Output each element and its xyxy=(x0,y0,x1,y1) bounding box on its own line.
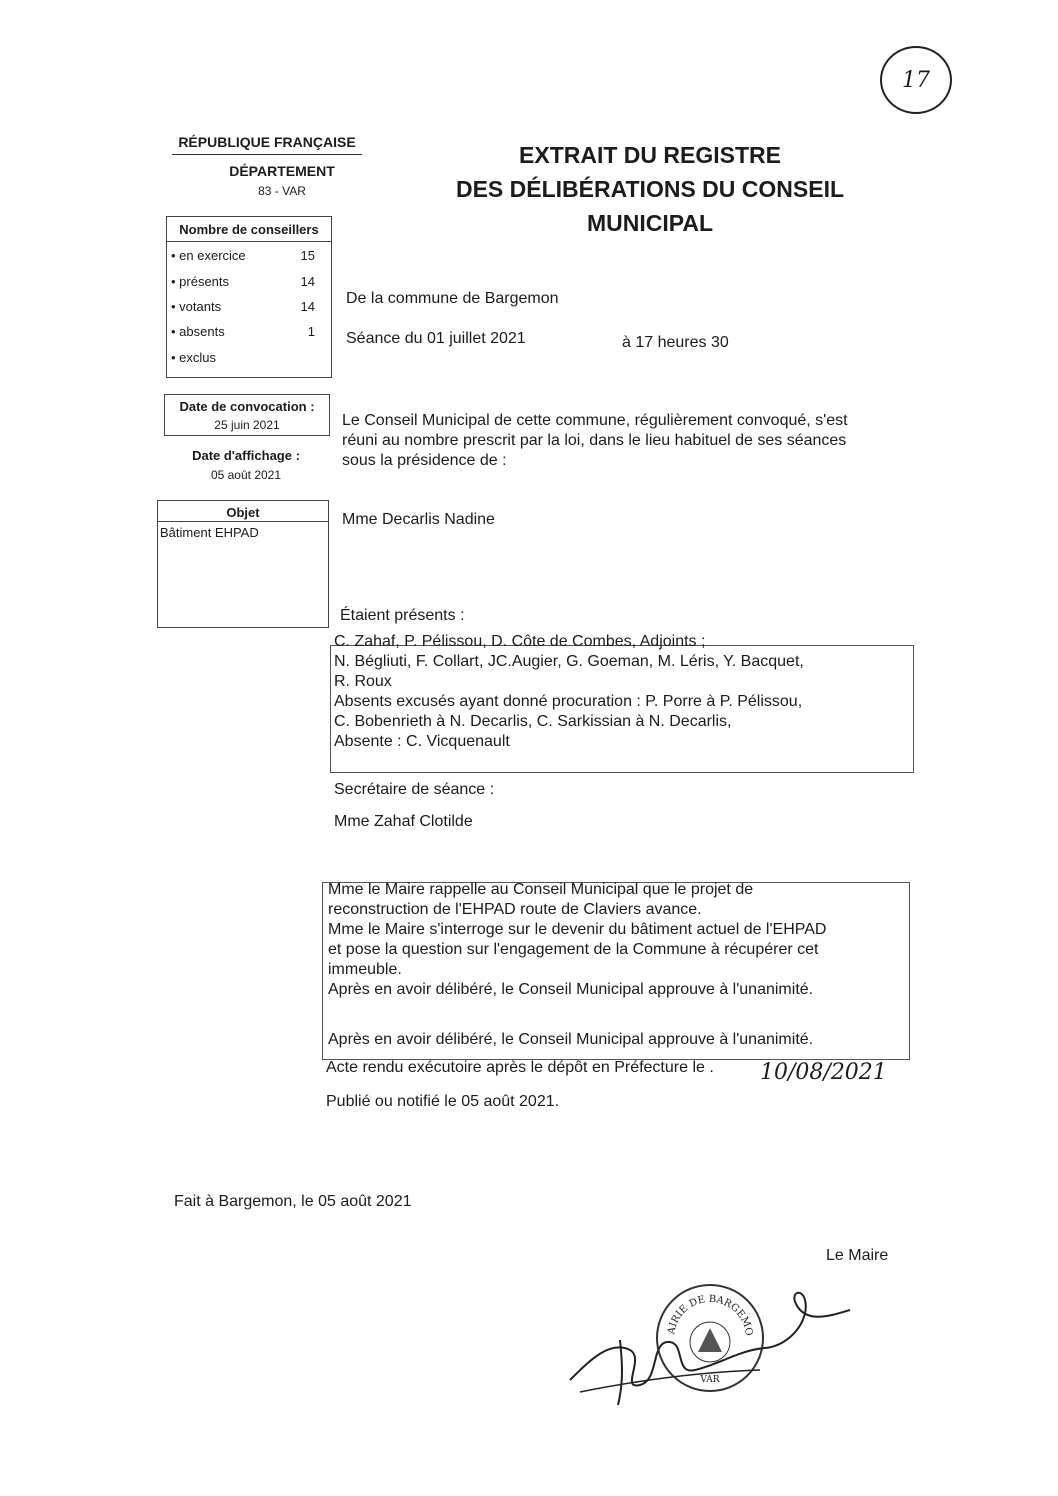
presents-line: R. Roux xyxy=(334,673,392,690)
affichage-label: Date d'affichage : xyxy=(192,448,300,463)
maire-signature xyxy=(560,1280,860,1410)
departement-value: 83 - VAR xyxy=(258,184,306,198)
counts-divider xyxy=(167,241,331,242)
svg-text:VAR: VAR xyxy=(700,1375,720,1385)
deliberation-line: Mme le Maire s'interroge sur le devenir du bâtiment actuel de l'EHPAD xyxy=(328,921,827,938)
deliberation-line: et pose la question sur l'engagement de la Commune à récupérer cet xyxy=(328,941,819,958)
deliberation-text xyxy=(328,880,904,1000)
presidente: Mme Decarlis Nadine xyxy=(342,511,495,528)
intro-line: Le Conseil Municipal de cette commune, régulièrement convoqué, s'est xyxy=(342,412,848,429)
seance-date: Séance du 01 juillet 2021 xyxy=(346,330,526,347)
count-value: 1 xyxy=(307,324,315,339)
presents-line: C. Zahaf, P. Pélissou, D. Côte de Combes, Adjoints ; xyxy=(334,633,706,650)
fait-text: Fait à Bargemon, le 05 août 2021 xyxy=(174,1193,412,1210)
intro-line: sous la présidence de : xyxy=(342,452,507,469)
count-label: • présents xyxy=(171,274,230,289)
deliberation-line: reconstruction de l'EHPAD route de Claviers avance. xyxy=(328,901,702,918)
seance-heure: à 17 heures 30 xyxy=(622,334,729,351)
convocation-box xyxy=(164,394,330,436)
presents-line: Absente : C. Vicquenault xyxy=(334,733,510,750)
maire-label: Le Maire xyxy=(826,1247,889,1264)
title-line-2: DES DÉLIBÉRATIONS DU CONSEIL xyxy=(455,176,845,202)
deliberation-line: Après en avoir délibéré, le Conseil Municipal approuve à l'unanimité. xyxy=(328,981,814,998)
deliberation-line: Mme le Maire rappelle au Conseil Municipal que le projet de xyxy=(328,881,754,898)
departement-label: DÉPARTEMENT xyxy=(229,163,335,179)
svg-text:MAIRIE DE BARGEMON: AIRIE DE BARGEMO xyxy=(666,1293,755,1337)
affichage-date: 05 août 2021 xyxy=(210,468,282,482)
secretaire-label: Secrétaire de séance : xyxy=(334,781,495,798)
title-line-3: MUNICIPAL xyxy=(586,210,714,236)
page-number-text: 17 xyxy=(902,67,930,93)
convocation-label: Date de convocation : xyxy=(179,399,315,414)
count-value: 14 xyxy=(300,274,315,289)
presents-line: C. Bobenrieth à N. Decarlis, C. Sarkissian à N. Decarlis, xyxy=(334,713,732,730)
presents-line: N. Bégliuti, F. Collart, JC.Augier, G. Goeman, M. Léris, Y. Bacquet, xyxy=(334,653,804,670)
counts-header: Nombre de conseillers xyxy=(179,222,319,237)
count-value: 14 xyxy=(300,299,315,314)
objet-box xyxy=(157,500,329,628)
intro-text xyxy=(342,411,902,471)
presents-label: Étaient présents : xyxy=(340,607,465,624)
deliberation-line: immeuble. xyxy=(328,961,402,978)
count-value: 15 xyxy=(300,248,315,263)
commune: De la commune de Bargemon xyxy=(346,290,559,307)
intro-line: réuni au nombre prescrit par la loi, dans le lieu habituel de ses séances xyxy=(342,432,847,449)
objet-label: Objet xyxy=(226,505,260,520)
count-label: • absents xyxy=(171,324,225,339)
deliberation-final: Après en avoir délibéré, le Conseil Municipal approuve à l'unanimité. xyxy=(328,1031,814,1048)
convocation-date: 25 juin 2021 xyxy=(214,418,280,432)
objet-divider xyxy=(158,521,328,522)
republique-label: RÉPUBLIQUE FRANÇAISE xyxy=(178,134,356,150)
title-line-1: EXTRAIT DU REGISTRE xyxy=(519,142,781,168)
count-label: • votants xyxy=(171,299,222,314)
secretaire-name: Mme Zahaf Clotilde xyxy=(334,813,473,830)
acte-text: Acte rendu exécutoire après le dépôt en Préfecture le . xyxy=(326,1059,714,1076)
publie-text: Publié ou notifié le 05 août 2021. xyxy=(326,1093,560,1110)
count-label: • en exercice xyxy=(171,248,246,263)
acte-date-handwritten: 10/08/2021 xyxy=(760,1060,887,1085)
presents-line: Absents excusés ayant donné procuration : P. Porre à P. Pélissou, xyxy=(334,693,803,710)
count-label: • exclus xyxy=(171,350,217,365)
objet-value: Bâtiment EHPAD xyxy=(160,525,259,540)
presents-list xyxy=(334,632,904,752)
republique-underline xyxy=(172,154,362,155)
page-number xyxy=(880,46,952,114)
counts-box xyxy=(166,216,332,378)
